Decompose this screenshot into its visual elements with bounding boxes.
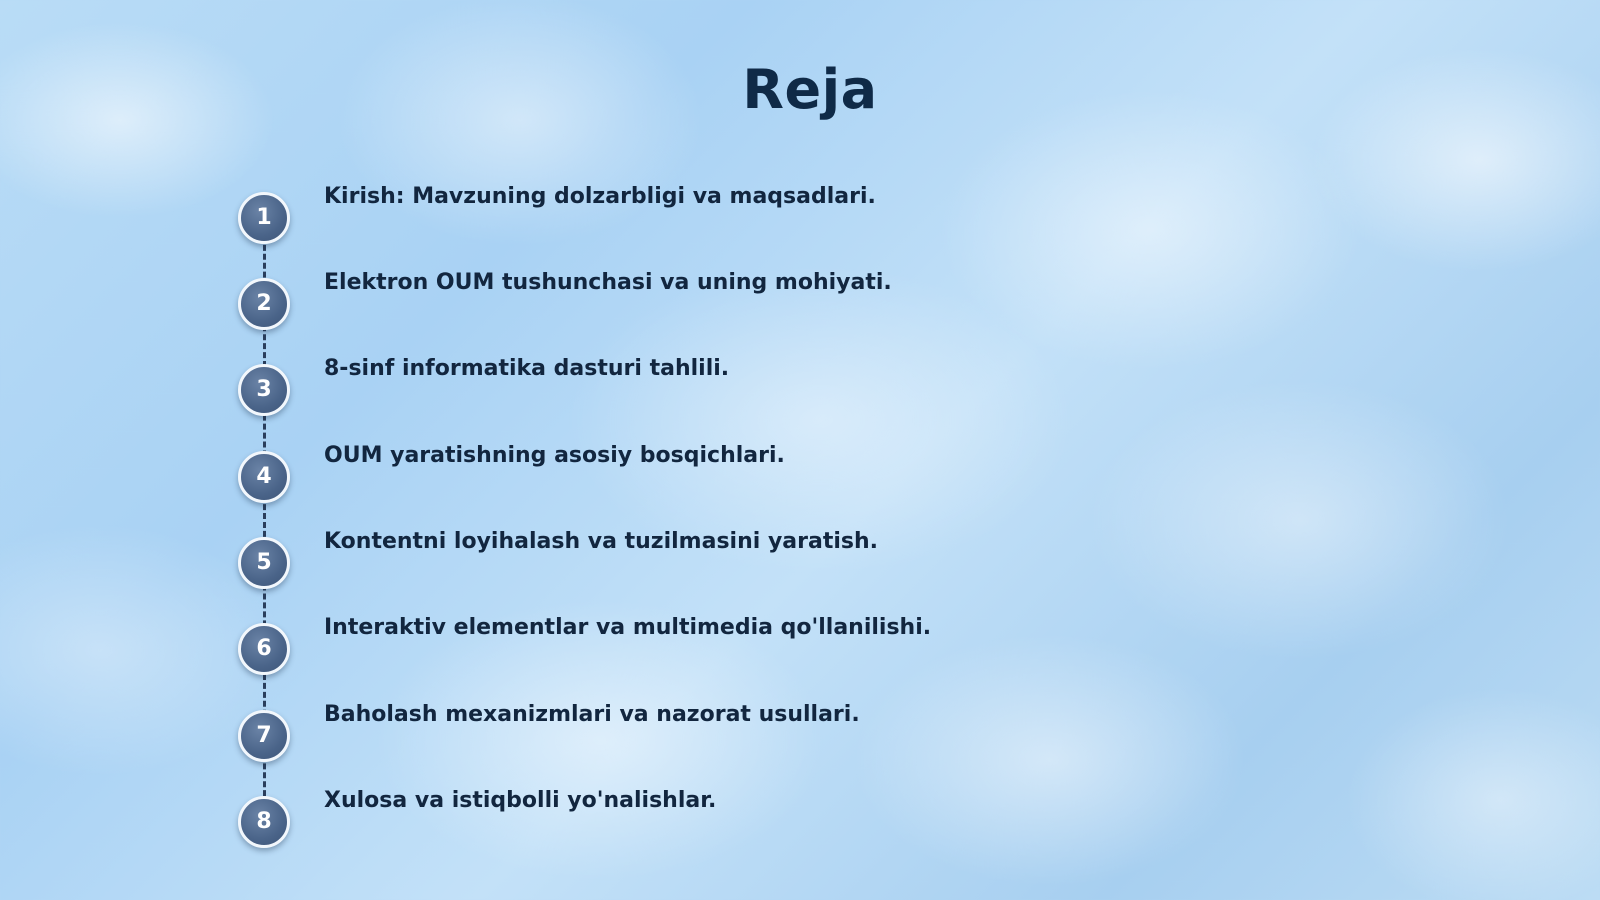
step-number-badge: 2 xyxy=(238,278,290,330)
plan-item-text: OUM yaratishning asosiy bosqichlari. xyxy=(324,443,785,468)
plan-item xyxy=(238,615,1138,675)
step-number-badge: 7 xyxy=(238,710,290,762)
step-number-badge: 6 xyxy=(238,623,290,675)
plan-item-text: Kontentni loyihalash va tuzilmasini yaratish. xyxy=(324,529,878,554)
plan-item xyxy=(238,356,1138,416)
plan-item-text: 8-sinf informatika dasturi tahlili. xyxy=(324,356,730,381)
slide-title: Reja xyxy=(742,58,878,121)
step-number-badge: 4 xyxy=(238,451,290,503)
plan-item xyxy=(238,443,1138,503)
plan-item-text: Interaktiv elementlar va multimedia qo'llanilishi. xyxy=(324,615,932,640)
plan-item-text: Elektron OUM tushunchasi va uning mohiyati. xyxy=(324,270,892,295)
plan-item xyxy=(238,270,1138,330)
step-number-badge: 3 xyxy=(238,364,290,416)
plan-item-text: Baholash mexanizmlari va nazorat usullari. xyxy=(324,702,860,727)
step-number-badge: 1 xyxy=(238,192,290,244)
plan-item xyxy=(238,702,1138,762)
plan-item xyxy=(238,184,1138,244)
step-number-badge: 8 xyxy=(238,796,290,848)
plan-item-text: Kirish: Mavzuning dolzarbligi va maqsadlari. xyxy=(324,184,876,209)
plan-item xyxy=(238,529,1138,589)
plan-item xyxy=(238,788,1138,848)
plan-item-text: Xulosa va istiqbolli yo'nalishlar. xyxy=(324,788,717,813)
step-number-badge: 5 xyxy=(238,537,290,589)
